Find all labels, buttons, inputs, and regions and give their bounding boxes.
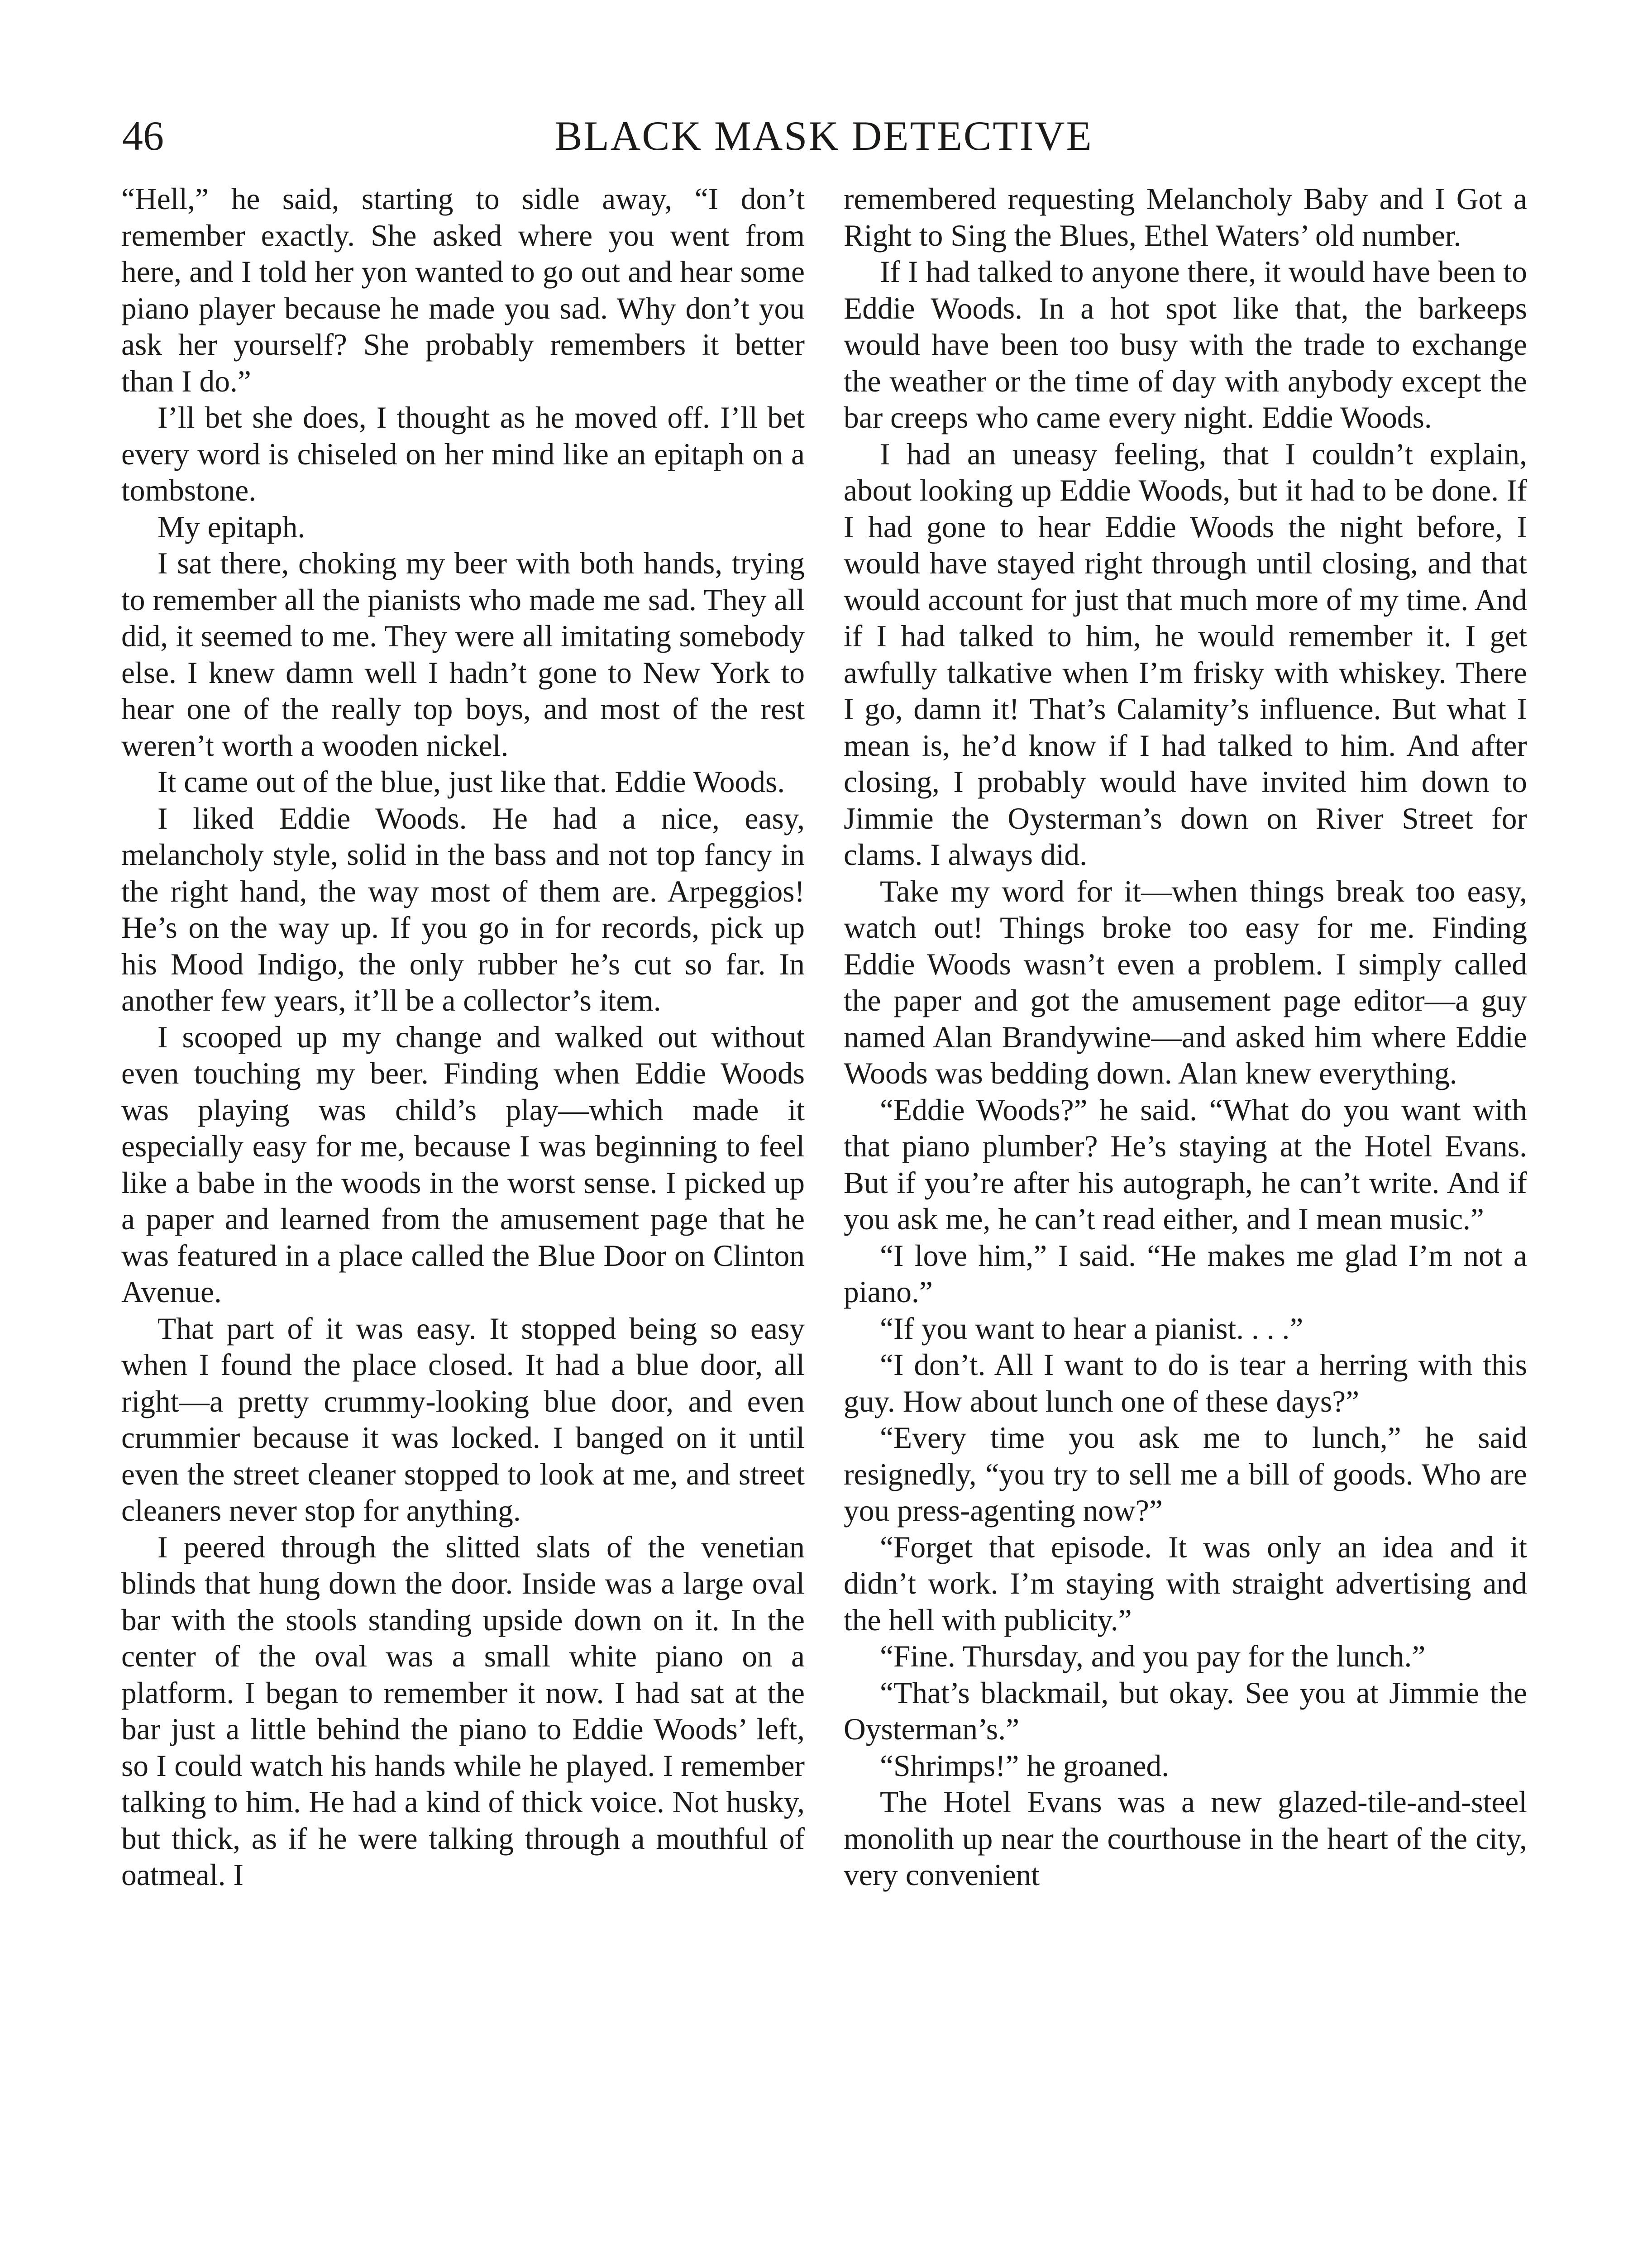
paragraph: “Every time you ask me to lunch,” he said resignedly, “you try to sell me a bill of goods. Who are you press-agenting now?” xyxy=(844,1421,1527,1528)
page-header xyxy=(122,109,1525,163)
paragraph: “Eddie Woods?” he said. “What do you want with that piano plumber? He’s staying at the Hotel Evans. But if you’re after his autograph, he can’t write. And if you ask me, he can’t read either, and I mean music.” xyxy=(844,1093,1527,1236)
paragraph: “That’s blackmail, but okay. See you at Jimmie the Oysterman’s.” xyxy=(844,1676,1527,1746)
paragraph: “I don’t. All I want to do is tear a herring with this guy. How about lunch one of these days?” xyxy=(844,1348,1527,1418)
paragraph: remembered requesting Melancholy Baby and I Got a Right to Sing the Blues, Ethel Waters’ old number. xyxy=(844,182,1527,253)
paragraph: I sat there, choking my beer with both hands, trying to remember all the pianists who made me sad. They all did, it seemed to me. They were all imitating somebody else. I knew damn well I hadn’t gone to New York to hear one of the really top boys, and most of the rest weren’t worth a wooden nickel. xyxy=(121,546,805,763)
paragraph: I had an uneasy feeling, that I couldn’t explain, about looking up Eddie Woods, but it had to be done. If I had gone to hear Eddie Woods the night before, I would have stayed right through until closing, and that would account for just that much more of my time. And if I had talked to him, he would remember it. I get awfully talkative when I’m frisky with whiskey. There I go, damn it! That’s Calamity’s influence. But what I mean is, he’d know if I had talked to him. And after closing, I probably would have invited him down to Jimmie the Oysterman’s down on River Street for clams. I always did. xyxy=(844,437,1527,872)
paragraph: My epitaph. xyxy=(158,510,306,544)
paragraph: I scooped up my change and walked out without even touching my beer. Finding when Eddie Woods was playing was child’s play—which made it especially easy for me, because I was beginning to feel like a babe in the woods in the worst sense. I picked up a paper and learned from the amusement page that he was featured in a place called the Blue Door on Clinton Avenue. xyxy=(121,1020,805,1309)
paragraph: “Shrimps!” he groaned. xyxy=(880,1748,1170,1783)
paragraph: “If you want to hear a pianist. . . .” xyxy=(880,1311,1303,1346)
paragraph: If I had talked to anyone there, it would have been to Eddie Woods. In a hot spot like that, the barkeeps would have been too busy with the trade to exchange the weather or the time of day with anybody except the bar creeps who came every night. Eddie Woods. xyxy=(844,255,1527,434)
paragraph: “Hell,” he said, starting to sidle away, “I don’t remember exactly. She asked where you went from here, and I told her yon wanted to go out and hear some piano player because he made you sad. Why don’t you ask her yourself? She probably remembers it better than I do.” xyxy=(121,182,805,398)
paragraph: The Hotel Evans was a new glazed-tile-and-steel monolith up near the courthouse in the heart of the city, very convenient xyxy=(844,1785,1527,1892)
page-number: 46 xyxy=(122,113,164,159)
paragraph: Take my word for it—when things break too easy, watch out! Things broke too easy for me. Finding Eddie Woods wasn’t even a problem. I simply called the paper and got the amusement page editor—a guy named Alan Brandywine—and asked him where Eddie Woods was bedding down. Alan knew everything. xyxy=(844,874,1527,1090)
paragraph: That part of it was easy. It stopped being so easy when I found the place closed. It had a blue door, all right—a pretty crummy-looking blue door, and even crummier because it was locked. I banged on it until even the street cleaner stopped to look at me, and street cleaners never stop for anything. xyxy=(121,1311,805,1528)
right-text-column xyxy=(844,181,1527,1894)
paragraph: “I love him,” I said. “He makes me glad I’m not a piano.” xyxy=(844,1238,1527,1309)
paragraph: It came out of the blue, just like that. Eddie Woods. xyxy=(158,765,785,799)
paragraph: I liked Eddie Woods. He had a nice, easy, melancholy style, solid in the bass and not top fancy in the right hand, the way most of them are. Arpeggios! He’s on the way up. If you go in for records, pick up his Mood Indigo, the only rubber he’s cut so far. In another few years, it’ll be a collector’s item. xyxy=(121,801,805,1017)
paragraph: “Fine. Thursday, and you pay for the lunch.” xyxy=(880,1639,1426,1673)
running-title: BLACK MASK DETECTIVE xyxy=(554,113,1093,159)
paragraph: I peered through the slitted slats of the venetian blinds that hung down the door. Inside was a large oval bar with the stools standing upside down on it. In the center of the oval was a small white piano on a platform. I began to remember it now. I had sat at the bar just a little behind the piano to Eddie Woods’ left, so I could watch his hands while he played. I remember talking to him. He had a kind of thick voice. Not husky, but thick, as if he were talking through a mouthful of oatmeal. I xyxy=(121,1530,805,1892)
paragraph: “Forget that episode. It was only an idea and it didn’t work. I’m staying with straight advertising and the hell with publicity.” xyxy=(844,1530,1527,1637)
paragraph: I’ll bet she does, I thought as he moved off. I’ll bet every word is chiseled on her mind like an epitaph on a tombstone. xyxy=(121,401,805,507)
left-text-column xyxy=(121,181,805,1894)
